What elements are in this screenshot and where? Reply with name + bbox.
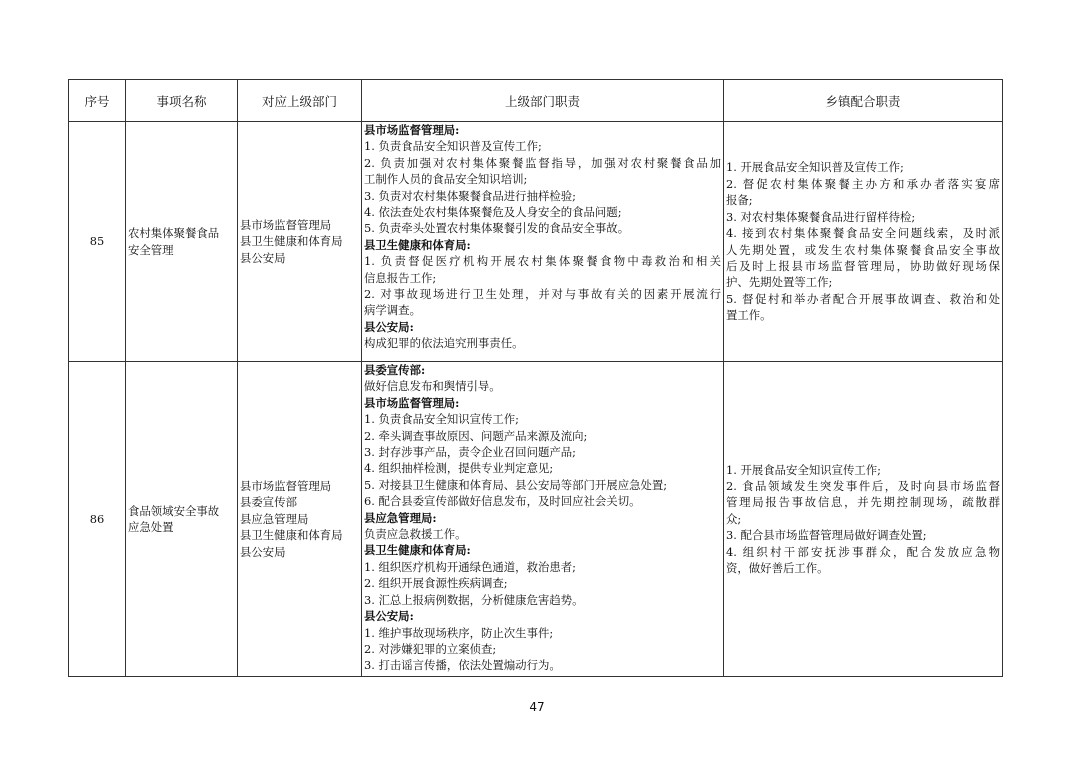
duty-line: 病学调查。 [364,303,421,318]
duty-line: 2. 督促农村集体聚餐主办方和承办者落实宴席 [726,176,1000,191]
header-row [69,80,1003,122]
duty-line: 6. 配合县委宣传部做好信息发布，及时回应社会关切。 [364,494,641,509]
item-name-cell [126,122,238,362]
row-seq: 86 [69,362,126,677]
duty-line: 2. 组织开展食源性疾病调查; [364,576,508,591]
row-seq: 85 [69,122,126,362]
table-row [69,362,1003,677]
upper-duties-cell [362,362,724,677]
duty-line: 5. 对接县卫生健康和体育局、县公安局等部门开展应急处置; [364,477,668,492]
dept-heading: 县应急管理局: [364,510,437,525]
duty-line: 负责应急救援工作。 [364,527,467,542]
duty-line: 1. 开展食品安全知识宣传工作; [726,462,882,477]
duty-line: 4. 组织抽样检测，提供专业判定意见; [364,461,554,476]
duty-line: 信息报告工作; [364,270,437,285]
duty-line: 管理局报告事故信息，并先期控制现场，疏散群 [726,495,1000,510]
header-town-duties: 乡镇配合职责 [724,80,1003,122]
dept-heading: 县公安局: [364,319,414,334]
duty-line: 做好信息发布和舆情引导。 [364,379,501,394]
duty-line: 3. 封存涉事产品，责令企业召回问题产品; [364,445,576,460]
cell-line: 县公安局 [240,544,286,559]
dept-heading: 县公安局: [364,609,414,624]
duty-line: 众; [726,511,742,526]
town-duties-cell [724,122,1003,362]
upper-duties-cell [362,122,724,362]
duty-line: 3. 汇总上报病例数据，分析健康危害趋势。 [364,592,584,607]
duty-line: 3. 负责对农村集体聚餐食品进行抽样检验; [364,188,576,203]
dept-heading: 县委宣传部: [364,363,426,377]
header-item-name: 事项名称 [126,80,238,122]
cell-line: 县市场监督管理局 [240,217,332,232]
duty-line: 人先期处置，或发生农村集体聚餐食品安全事故 [726,242,1000,257]
dept-heading: 县卫生健康和体育局: [364,543,471,558]
duty-line: 1. 负责督促医疗机构开展农村集体聚餐食物中毒救治和相关 [364,254,721,269]
duty-line: 1. 开展食品安全知识普及宣传工作; [726,160,904,175]
duty-line: 后及时上报县市场监督管理局，协助做好现场保 [726,258,1000,273]
table-row [69,122,1003,362]
duty-line: 5. 督促村和举办者配合开展事故调查、救治和处 [726,291,1000,306]
header-upper-duties: 上级部门职责 [362,80,724,122]
duty-line: 5. 负责牵头处置农村集体聚餐引发的食品安全事故。 [364,221,630,236]
cell-line: 县公安局 [240,250,286,265]
item-name-cell [126,362,238,677]
duty-line: 构成犯罪的依法追究刑事责任。 [364,336,524,351]
duty-table [68,79,1003,677]
cell-line: 县卫生健康和体育局 [240,234,343,249]
duty-line: 3. 打击谣言传播，依法处置煽动行为。 [364,658,561,673]
duty-line: 2. 负责加强对农村集体聚餐监督指导，加强对农村聚餐食品加 [364,155,721,170]
duty-line: 3. 对农村集体聚餐食品进行留样待检; [726,209,916,224]
duty-line: 工制作人员的食品安全知识培训; [364,172,528,187]
duty-line: 1. 负责食品安全知识普及宣传工作; [364,139,542,154]
cell-line: 农村集体聚餐食品 [128,226,220,241]
duty-line: 3. 配合县市场监督管理局做好调查处置; [726,528,927,543]
dept-heading: 县市场监督管理局: [364,395,460,410]
header-upper-dept: 对应上级部门 [238,80,362,122]
duty-line: 护、先期处置等工作; [726,275,833,290]
cell-line: 安全管理 [128,242,174,257]
dept-cell [238,362,362,677]
duty-line: 1. 维护事故现场秩序，防止次生事件; [364,625,554,640]
duty-line: 4. 组织村干部安抚涉事群众，配合发放应急物 [726,544,1000,559]
cell-line: 县委宣传部 [240,495,297,510]
dept-heading: 县市场监督管理局: [364,123,460,137]
header-seq: 序号 [69,80,126,122]
duty-line: 2. 对涉嫌犯罪的立案侦查; [364,641,497,656]
cell-line: 应急处置 [128,520,174,534]
dept-heading: 县卫生健康和体育局: [364,237,471,252]
town-duties-cell [724,362,1003,677]
page-number: 47 [529,700,545,714]
duty-line: 1. 组织医疗机构开通绿色通道，救治患者; [364,559,576,574]
duty-line: 置工作。 [726,308,772,323]
duty-line: 报备; [726,193,753,208]
duty-line: 2. 食品领域发生突发事件后，及时向县市场监督 [726,478,1000,493]
duty-line: 1. 负责食品安全知识宣传工作; [364,412,520,427]
duty-line: 2. 牵头调查事故原因、问题产品来源及流向; [364,428,588,443]
duty-line: 资，做好善后工作。 [726,561,829,576]
cell-line: 县市场监督管理局 [240,478,332,493]
cell-line: 食品领域安全事故 [128,503,220,518]
duty-line: 4. 接到农村集体聚餐食品安全问题线索，及时派 [726,226,1000,241]
cell-line: 县应急管理局 [240,511,309,526]
duty-line: 4. 依法查处农村集体聚餐危及人身安全的食品问题; [364,205,622,220]
dept-cell [238,122,362,362]
cell-line: 县卫生健康和体育局 [240,528,343,543]
duty-line: 2. 对事故现场进行卫生处理，并对与事故有关的因素开展流行 [364,287,721,302]
